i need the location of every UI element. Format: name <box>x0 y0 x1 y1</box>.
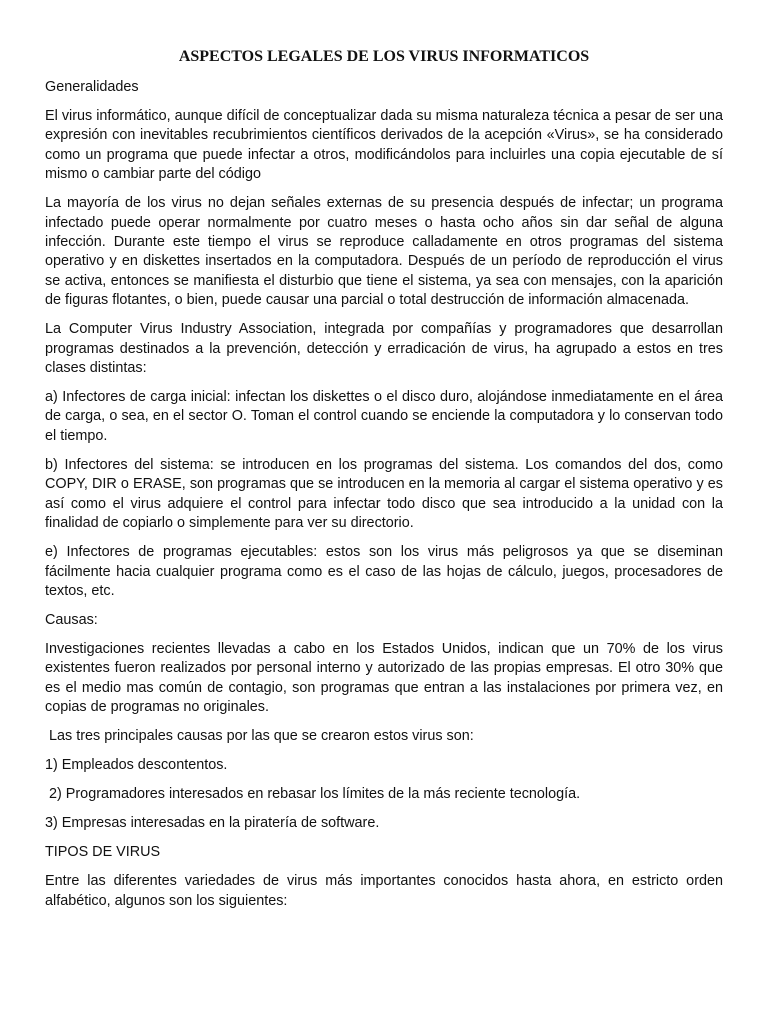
paragraph-type-a: a) Infectores de carga inicial: infectan los diskettes o el disco duro, alojándose inmediatamente en el área de carga, o sea, en el sector O. Toman el control cuando se enciende la computadora y lo conservan todo el tiempo. <box>45 389 723 444</box>
section-heading-tipos: TIPOS DE VIRUS <box>45 844 161 861</box>
paragraph-types-intro: Entre las diferentes variedades de virus más importantes conocidos hasta ahora, en estricto orden alfabético, algunos son los siguientes: <box>45 873 723 909</box>
paragraph-association: La Computer Virus Industry Association, integrada por compañías y programadores que desarrollan programas destinados a la prevención, detección y erradicación de virus, ha agrupado a estos en tres clases distintas: <box>45 321 723 377</box>
list-item-cause-1: 1) Empleados descontentos. <box>45 757 228 774</box>
document-title: ASPECTOS LEGALES DE LOS VIRUS INFORMATICOS <box>178 48 590 65</box>
document-page <box>45 46 723 921</box>
paragraph-behavior: La mayoría de los virus no dejan señales externas de su presencia después de infectar; un programa infectado puede operar normalmente por cuatro meses o hasta ocho años sin dar señal de alguna infección. Durante este tiempo el virus se reproduce calladamente en otros programas del sistema operativo y en diskettes insertados en la computadora. Después de un período de reproducción el virus se activa, entonces se manifiesta el disturbio que tiene el sistema, ya sea con mensajes, con la aparición de figuras flotantes, o bien, puede causar una parcial o total destrucción de información almacenada. <box>45 195 723 309</box>
paragraph-type-b: b) Infectores del sistema: se introducen en los programas del sistema. Los comandos del dos, como COPY, DIR o ERASE, son programas que se introducen en la memoria al cargar el sistema operativo y es así como el virus adquiere el control para infectar todo disco que sea introducido a la unidad con la finalidad de copiarlo o simplemente para ver su directorio. <box>45 456 723 532</box>
section-heading-generalidades: Generalidades <box>45 79 139 95</box>
list-item-cause-3: 3) Empresas interesadas en la piratería de software. <box>45 815 380 832</box>
section-heading-causas: Causas: <box>45 611 98 628</box>
list-item-cause-2: 2) Programadores interesados en rebasar los límites de la más reciente tecnología. <box>45 786 581 803</box>
paragraph-type-e: e) Infectores de programas ejecutables: estos son los virus más peligrosos ya que se diseminan fácilmente hacia cualquier programa como es el caso de las hojas de cálculo, juegos, procesadores de textos, etc. <box>45 544 723 599</box>
paragraph-main-causes: Las tres principales causas por las que se crearon estos virus son: <box>45 728 474 745</box>
paragraph-research: Investigaciones recientes llevadas a cabo en los Estados Unidos, indican que un 70% de los virus existentes fueron realizados por personal interno y autorizado de las propias empresas. El otro 30% que es el medio mas común de contagio, son programas que entran a las instalaciones por primera vez, en copias de programas no originales. <box>45 640 723 716</box>
paragraph-definition: El virus informático, aunque difícil de conceptualizar dada su misma naturaleza técnica a pesar de ser una expresión con inevitables recubrimientos científicos derivados de la acepción «Virus», se ha considerado como un programa que puede infectar a otros, modificándolos para incluirles una copia ejecutable de sí mismo o cambiar parte del código <box>45 108 723 183</box>
